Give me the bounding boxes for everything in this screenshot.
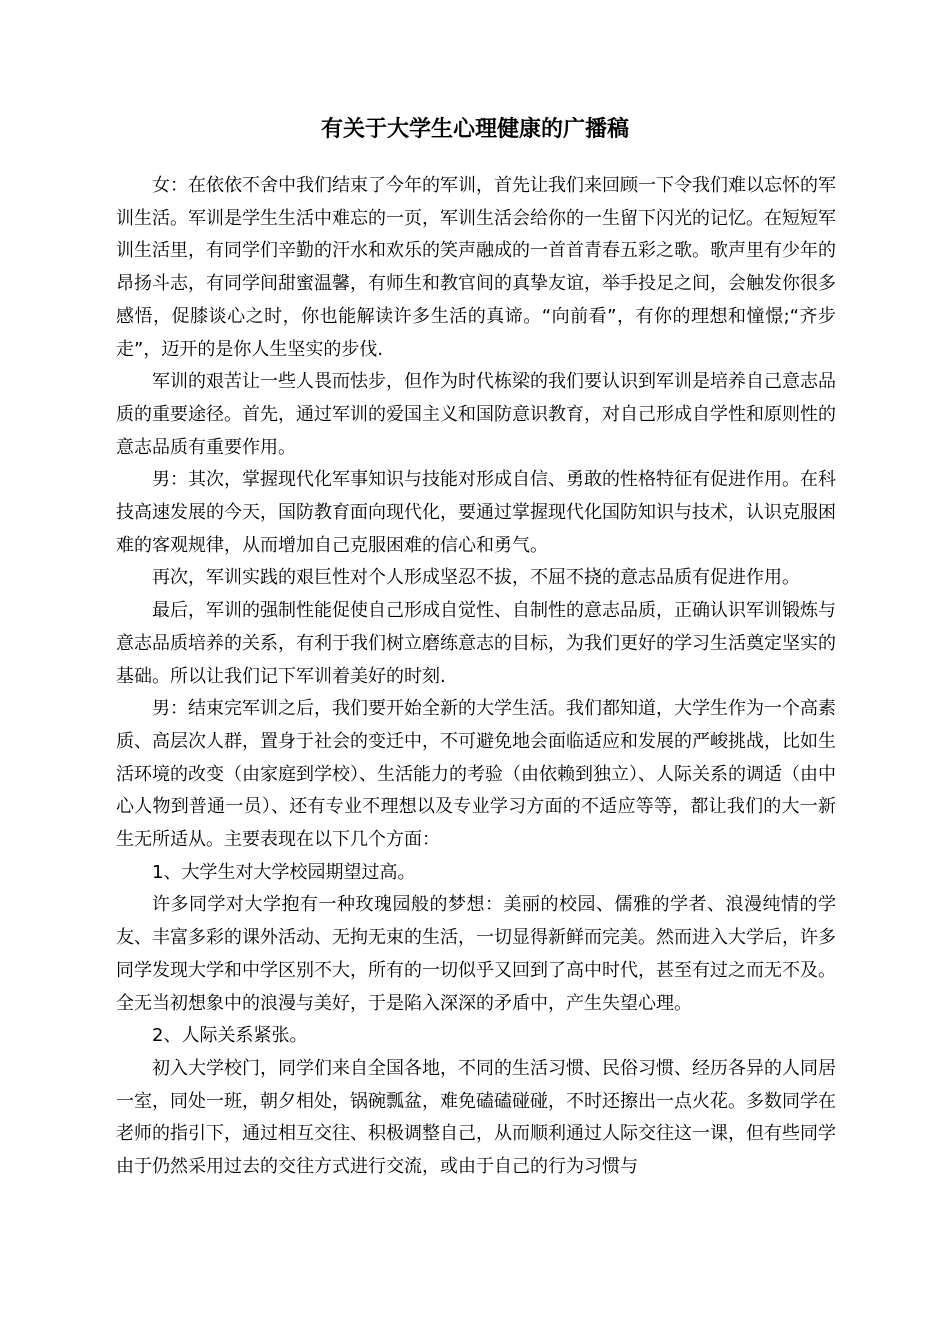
paragraph: 军训的艰苦让一些人畏而怯步，但作为时代栋梁的我们要认识到军训是培养自己意志品质的重要途径。首先，通过军训的爱国主义和国防意识教育，对自己形成自学性和原则性的意志品质有重要作用。 — [116, 371, 836, 458]
paragraph: 最后，军训的强制性能促使自己形成自觉性、自制性的意志品质，正确认识军训锻炼与意志品质培养的关系，有利于我们树立磨练意志的目标，为我们更好的学习生活奠定坚实的基础。所以让我们记下军训着美好的时刻. — [116, 600, 836, 687]
paragraph: 男：结束完军训之后，我们要开始全新的大学生活。我们都知道，大学生作为一个高素质、高层次人群，置身于社会的变迁中，不可避免地会面临适应和发展的严峻挑战，比如生活环境的改变（由家庭到学校）、生活能力的考验（由依赖到独立）、人际关系的调适（由中心人物到普通一员）、还有专业不理想以及专业学习方面的不适应等等，都让我们的大一新生无所适从。主要表现在以下几个方面： — [116, 698, 836, 851]
list-heading: 1、大学生对大学校园期望过高。 — [152, 861, 416, 883]
paragraph: 男：其次，掌握现代化军事知识与技能对形成自信、勇敢的性格特征有促进作用。在科技高速发展的今天，国防教育面向现代化，要通过掌握现代化国防知识与技术，认识克服困难的客观规律，从而增加自己克服困难的信心和勇气。 — [116, 469, 836, 556]
paragraph: 再次，军训实践的艰巨性对个人形成坚忍不拔，不屈不挠的意志品质有促进作用。 — [152, 567, 800, 589]
document-body — [116, 170, 836, 1184]
document-title: 有关于大学生心理健康的广播稿 — [320, 117, 629, 142]
paragraph: 许多同学对大学抱有一种玫瑰园般的梦想：美丽的校园、儒雅的学者、浪漫纯情的学友、丰富多彩的课外活动、无拘无束的生活，一切显得新鲜而完美。然而进入大学后，许多同学发现大学和中学区别不大，所有的一切似乎又回到了高中时代，甚至有过之而无不及。全无当初想象中的浪漫与美好，于是陷入深深的矛盾中，产生失望心理。 — [116, 894, 836, 1014]
list-heading: 2、人际关系紧张。 — [152, 1025, 308, 1047]
paragraph: 初入大学校门，同学们来自全国各地，不同的生活习惯、民俗习惯、经历各异的人同居一室，同处一班，朝夕相处，锅碗瓢盆，难免磕磕碰碰，不时还擦出一点火花。多数同学在老师的指引下，通过相互交往、积极调整自己，从而顺利通过人际交往这一课，但有些同学由于仍然采用过去的交往方式进行交流，或由于自己的行为习惯与 — [116, 1057, 836, 1178]
paragraph: 女：在依依不舍中我们结束了今年的军训，首先让我们来回顾一下令我们难以忘怀的军训生活。军训是学生生活中难忘的一页，军训生活会给你的一生留下闪光的记忆。在短短军训生活里，有同学们辛勤的汗水和欢乐的笑声融成的一首首青春五彩之歌。歌声里有少年的昂扬斗志，有同学间甜蜜温馨，有师生和教官间的真挚友谊，举手投足之间，会触发你很多感悟，促膝谈心之时，你也能解读许多生活的真谛。“向前看”，有你的理想和憧憬;“齐步走”，迈开的是你人生坚实的步伐. — [116, 175, 836, 360]
